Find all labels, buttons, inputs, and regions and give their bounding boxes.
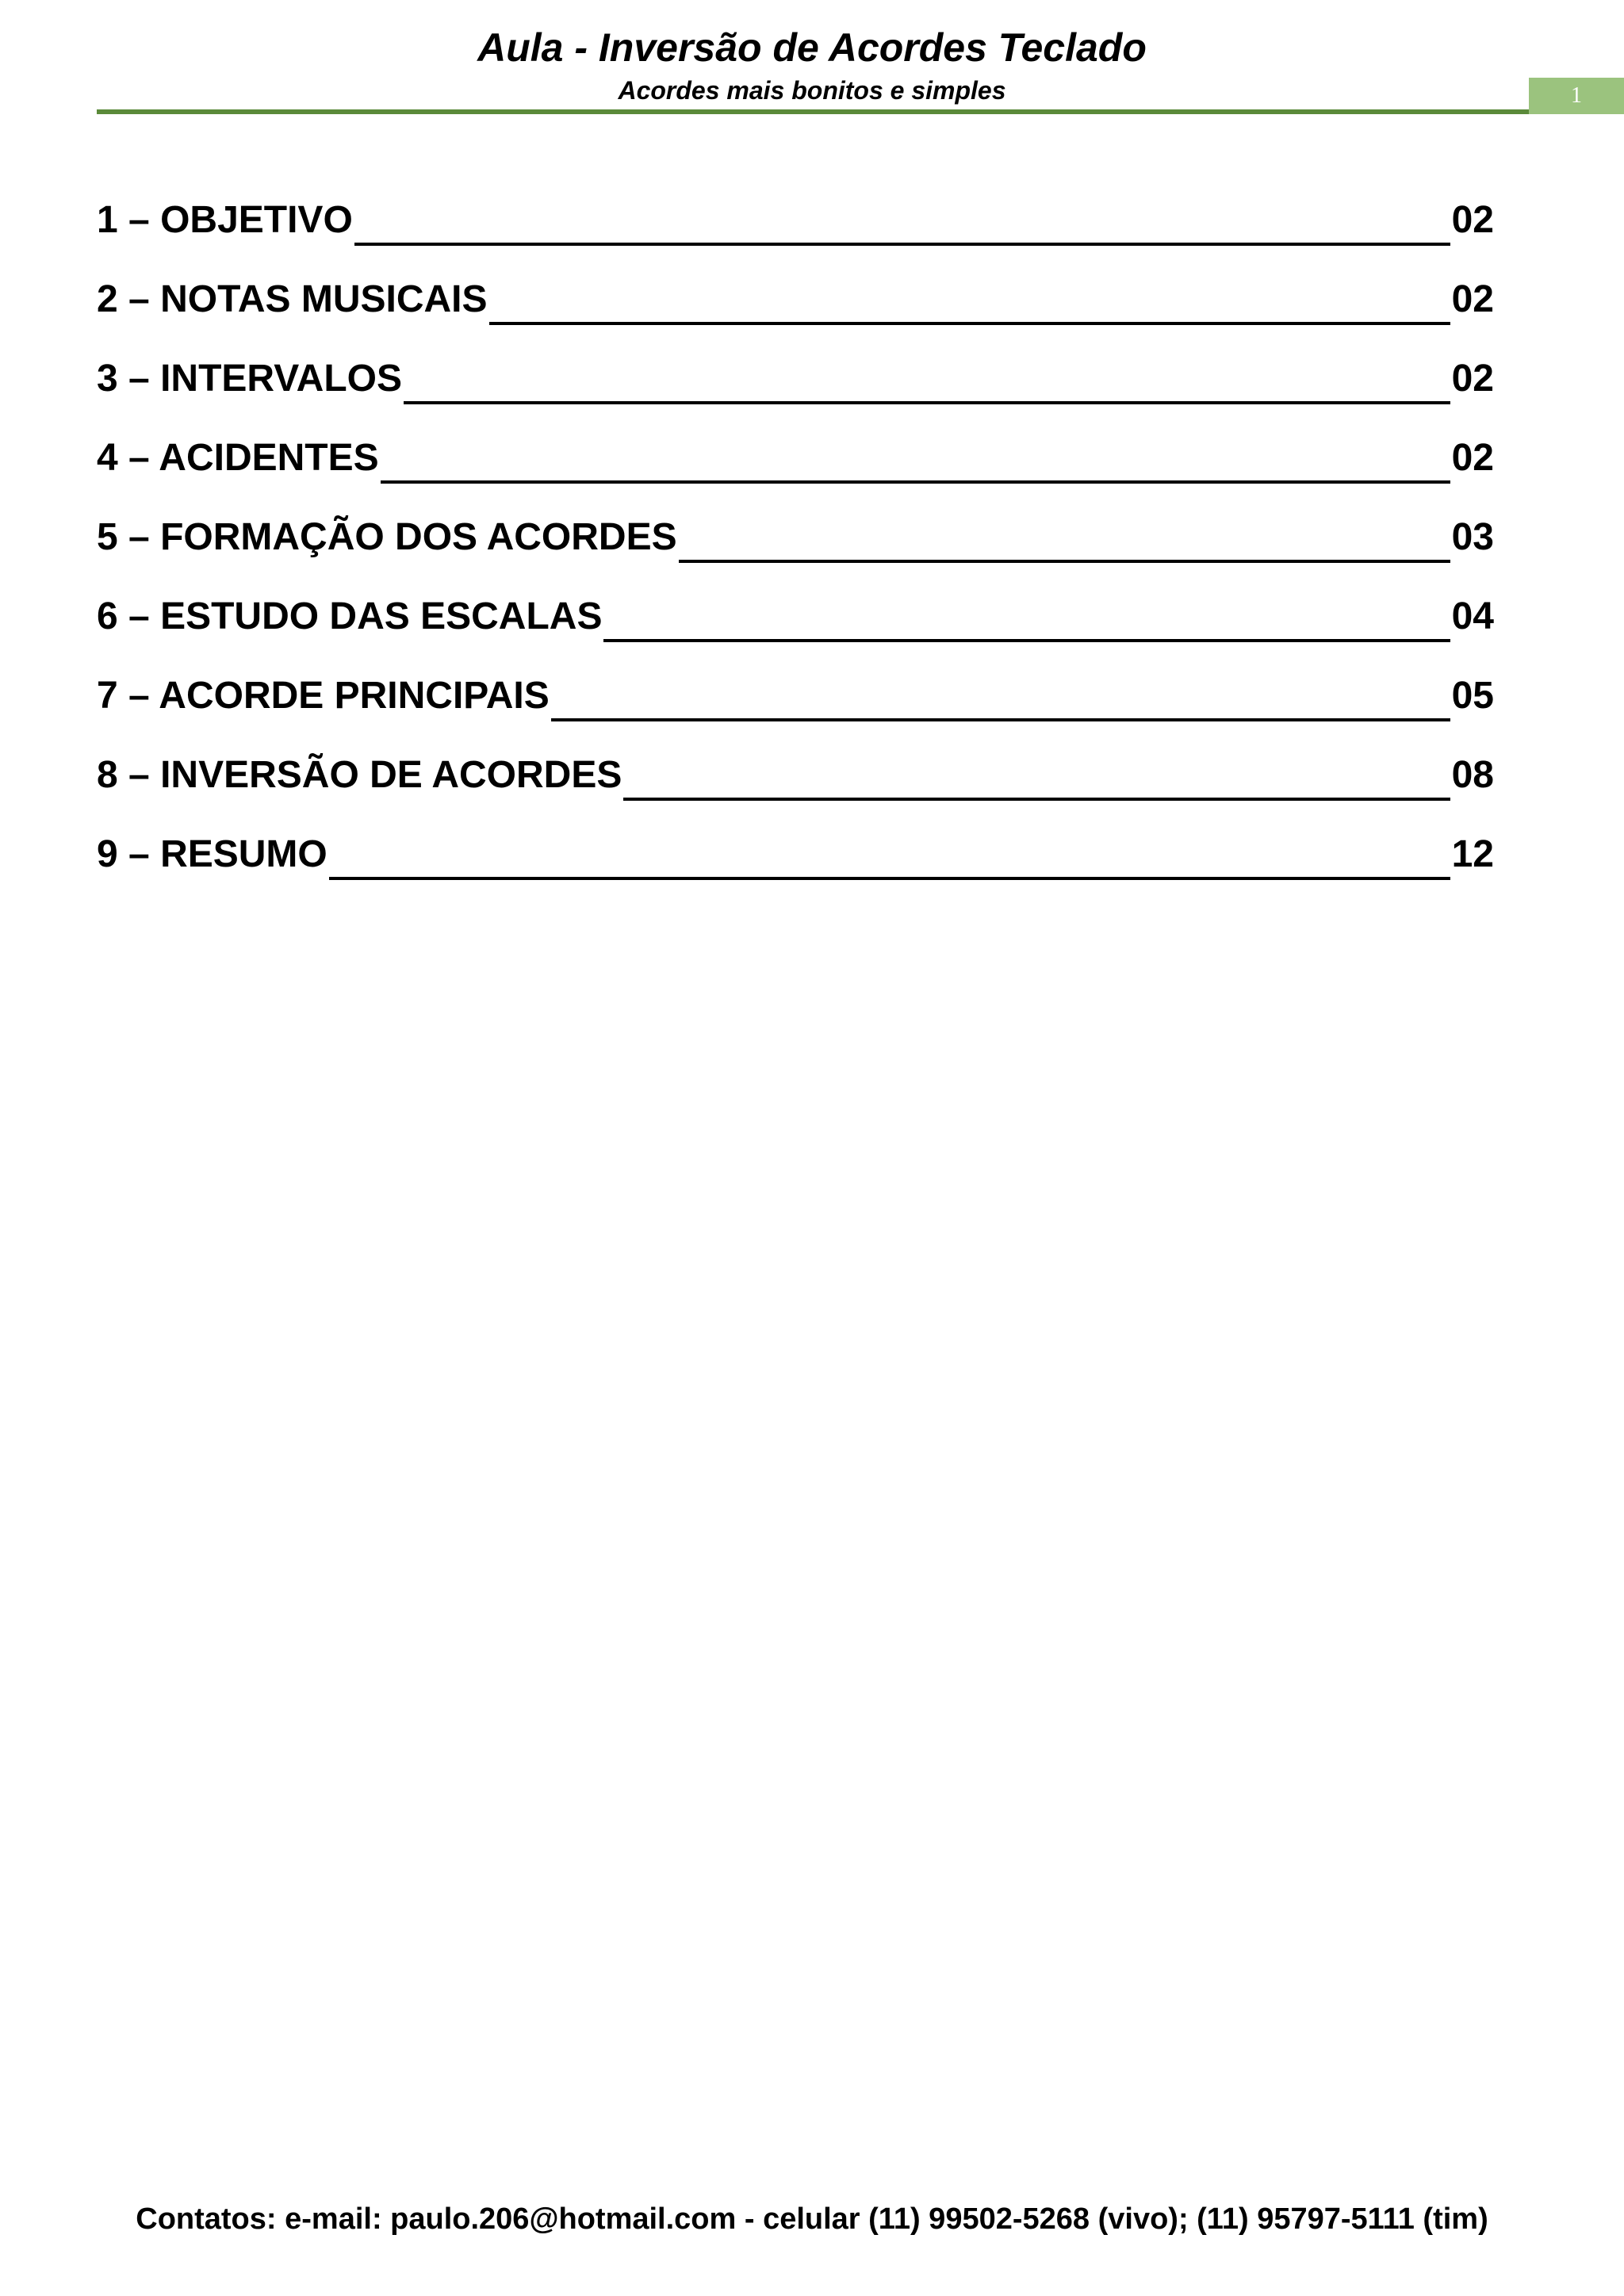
toc-entry [97,668,1494,747]
document-subtitle: Acordes mais bonitos e simples [618,76,1006,105]
toc-entry [97,747,1494,826]
toc-entry-label: 6 – ESTUDO DAS ESCALAS [97,595,603,637]
toc-entry-label: 9 – RESUMO [97,833,327,875]
toc-entry-page: 04 [1451,595,1494,637]
toc-entry [97,271,1494,350]
toc-entry-page: 05 [1451,675,1494,717]
header-divider [97,109,1529,114]
toc-entry-label: 4 – ACIDENTES [97,437,379,479]
toc-leader-line [381,480,1450,484]
toc-entry-page: 02 [1451,199,1494,241]
toc-leader-line [551,718,1450,721]
toc-entry-label: 3 – INTERVALOS [97,358,402,400]
toc-entry-page: 02 [1451,278,1494,320]
toc-entry-label: 2 – NOTAS MUSICAIS [97,278,488,320]
toc-entry-page: 12 [1451,833,1494,875]
page-number-badge: 1 [1529,78,1624,114]
table-of-contents [97,192,1494,905]
toc-entry-page: 03 [1451,516,1494,558]
toc-leader-line [603,639,1450,642]
toc-entry-page: 02 [1451,437,1494,479]
toc-entry [97,826,1494,905]
toc-entry [97,509,1494,588]
toc-entry [97,350,1494,430]
toc-entry [97,430,1494,509]
toc-entry-label: 5 – FORMAÇÃO DOS ACORDES [97,516,677,558]
toc-leader-line [489,322,1450,325]
toc-entry-label: 1 – OBJETIVO [97,199,353,241]
toc-leader-line [404,401,1450,404]
toc-leader-line [354,243,1450,246]
toc-entry-page: 08 [1451,754,1494,796]
toc-leader-line [623,798,1450,801]
toc-entry-label: 7 – ACORDE PRINCIPAIS [97,675,550,717]
document-title: Aula - Inversão de Acordes Teclado [477,25,1147,70]
toc-entry [97,588,1494,668]
toc-leader-line [679,560,1450,563]
toc-entry-label: 8 – INVERSÃO DE ACORDES [97,754,622,796]
toc-leader-line [329,877,1450,880]
toc-entry-page: 02 [1451,358,1494,400]
toc-entry [97,192,1494,271]
contact-footer: Contatos: e-mail: paulo.206@hotmail.com - celular (11) 99502-5268 (vivo); (11) 95797-5111 (tim) [136,2202,1488,2236]
